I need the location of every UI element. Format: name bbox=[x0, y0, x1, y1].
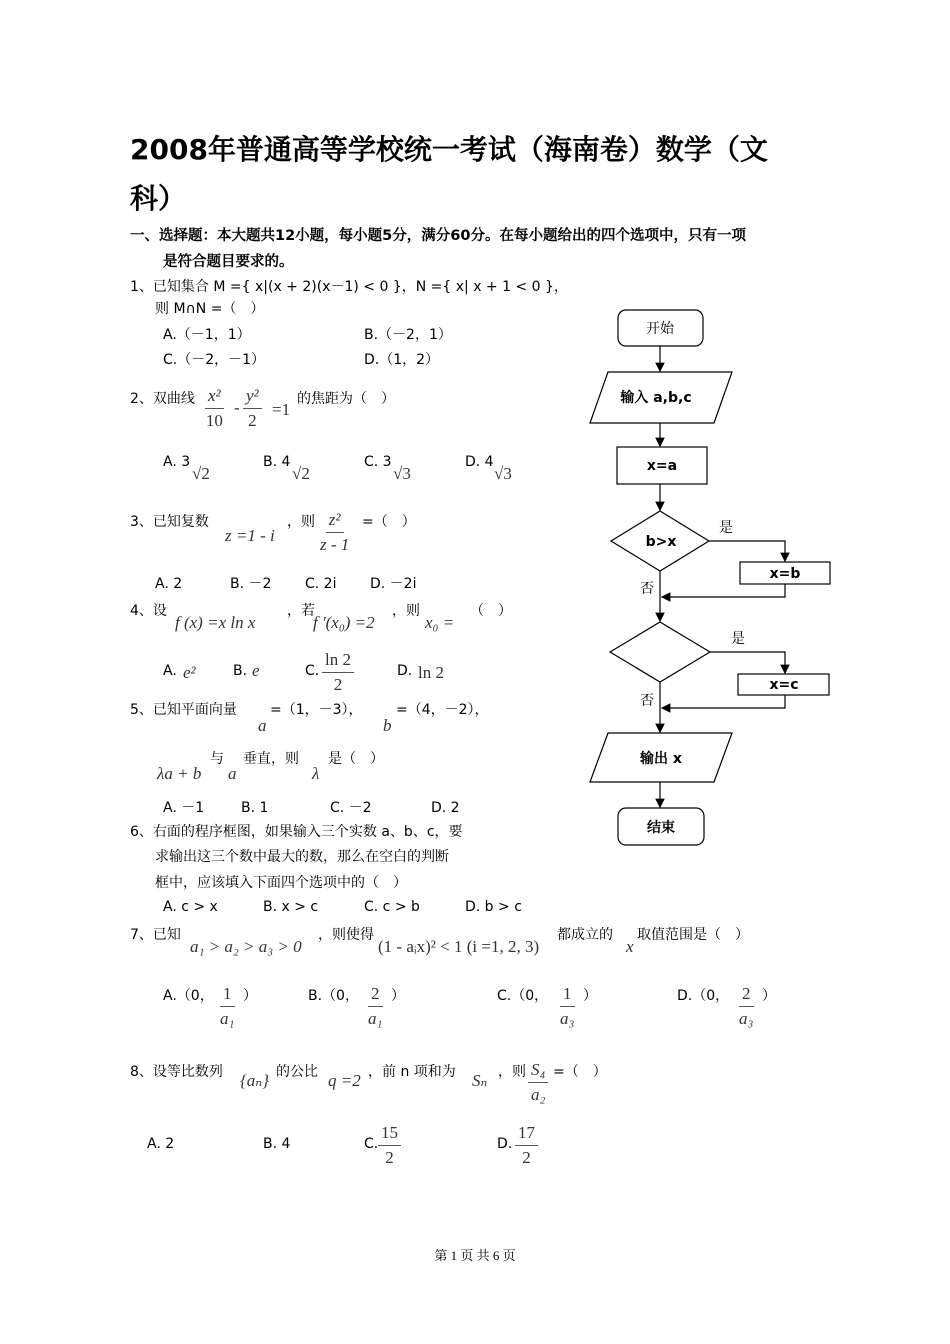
q5-option-c: C. －2 bbox=[330, 800, 372, 816]
q4-label-d: D. bbox=[397, 663, 413, 679]
q6-line1: 6、右面的程序框图，如果输入三个实数 a、b、c，要 bbox=[130, 824, 463, 840]
q2-option-d-root: √3 bbox=[494, 464, 512, 483]
q5-option-b: B. 1 bbox=[241, 800, 269, 816]
q7-hold: 都成立的 bbox=[557, 927, 613, 943]
q7-option-d-close: ） bbox=[762, 988, 776, 1004]
title-line2: 科） bbox=[130, 182, 187, 215]
q7-inequality: (1 - aᵢx)² < 1 (i =1, 2, 3) bbox=[378, 937, 540, 956]
q4-label-c: C. bbox=[305, 663, 320, 679]
section-heading-cont: 是符合题目要求的。 bbox=[163, 254, 294, 270]
q4-function: f (x) =x ln x bbox=[175, 613, 256, 632]
q8-end: =（ ） bbox=[553, 1064, 607, 1080]
q6-line3: 框中，应该填入下面四个选项中的（ ） bbox=[155, 875, 407, 891]
q3-end: =（ ） bbox=[362, 514, 416, 530]
q4-option-c: $\frac{\ln 2}{2}$ bbox=[322, 650, 354, 694]
flowchart-arrow bbox=[662, 584, 785, 597]
q8-stem: 8、设等比数列 bbox=[130, 1064, 223, 1080]
q2-option-c-root: √3 bbox=[393, 464, 411, 483]
flowchart-decision2-blank bbox=[610, 622, 710, 682]
q8-option-c-fraction: $\frac{15}{2}$ bbox=[378, 1123, 401, 1167]
q5-vector-a2: a bbox=[228, 764, 237, 783]
q2-stem: 2、双曲线 bbox=[130, 391, 195, 407]
flowchart-no1-label: 否 bbox=[640, 581, 654, 597]
q2-option-b: B. 4 bbox=[263, 454, 291, 470]
q2-equals: =1 bbox=[272, 400, 291, 419]
q5-a-value: =（1，－3）， bbox=[270, 702, 363, 718]
q7-option-b-fraction: $\frac{2}{\text{a₁}}$ bbox=[368, 984, 383, 1028]
q5-perp: 垂直，则 bbox=[243, 751, 299, 767]
q3-expr: z =1 - i bbox=[225, 526, 275, 545]
q2-option-a-root: √2 bbox=[192, 464, 210, 483]
q8-q: q =2 bbox=[328, 1071, 361, 1090]
q1-option-d: D.（1，2） bbox=[364, 352, 440, 368]
q2-fraction-x: $\frac{\text{x²}}{10}$ bbox=[205, 386, 223, 430]
title-line1: 2008年普通高等学校统一考试（海南卷）数学（文 bbox=[130, 133, 768, 166]
q6-line2: 求输出这三个数中最大的数，那么在空白的判断 bbox=[155, 849, 449, 865]
q2-option-b-root: √2 bbox=[292, 464, 310, 483]
q8-option-d: D. bbox=[497, 1136, 513, 1152]
q2-fraction-y: $\frac{\text{y²}}{2}$ bbox=[243, 386, 262, 430]
q4-x0: x₀ = bbox=[425, 613, 455, 632]
q5-with: 与 bbox=[210, 751, 224, 767]
q8-then: ，则 bbox=[498, 1064, 526, 1080]
q5-b-value: =（4，－2）， bbox=[396, 702, 489, 718]
q3-option-c: C. 2i bbox=[305, 576, 337, 592]
q1-stem: 1、已知集合 M ={ x|(x + 2)(x－1) < 0 }，N ={ x| x + 1 < 0 }， bbox=[130, 279, 568, 295]
flowchart-assign-c-label: x=c bbox=[769, 677, 799, 693]
q4-derivative: f '(x₀) =2 bbox=[313, 613, 375, 632]
q4-if: ，若 bbox=[287, 603, 315, 619]
flowchart-arrow bbox=[710, 652, 785, 673]
q3-option-a: A. 2 bbox=[155, 576, 183, 592]
q4-label-b: B. bbox=[233, 663, 248, 679]
q8-option-c: C. bbox=[364, 1136, 379, 1152]
q7-option-a: A.（0， bbox=[163, 988, 214, 1004]
q5-option-a: A. －1 bbox=[163, 800, 205, 816]
flowchart-arrow bbox=[662, 695, 785, 708]
q6-option-a: A. c > x bbox=[163, 899, 218, 915]
q8-sn: Sₙ bbox=[472, 1071, 488, 1090]
q7-range: 取值范围是（ ） bbox=[637, 927, 749, 943]
flowchart-output-label: 输出 x bbox=[640, 751, 682, 767]
q1-stem2: 则 M∩N =（ ） bbox=[155, 301, 265, 317]
flowchart-input-label: 输入 a,b,c bbox=[620, 390, 692, 406]
q7-option-c-fraction: $\frac{1}{\text{a₃}}$ bbox=[560, 984, 575, 1028]
q2-option-c: C. 3 bbox=[364, 454, 392, 470]
q1-option-a: A.（－1，1） bbox=[163, 327, 251, 343]
page-footer: 第 1 页 共 6 页 bbox=[434, 1248, 516, 1263]
q2-option-a: A. 3 bbox=[163, 454, 191, 470]
q4-stem: 4、设 bbox=[130, 603, 167, 619]
q5-lambda: λ bbox=[312, 764, 320, 783]
q3-option-d: D. －2i bbox=[370, 576, 417, 592]
section-heading: 一、选择题：本大题共12小题，每小题5分，满分60分。在每小题给出的四个选项中，只有一项 bbox=[130, 228, 746, 244]
flowchart-no2-label: 否 bbox=[640, 693, 654, 709]
flowchart-end-label: 结束 bbox=[647, 820, 675, 836]
q3-option-b: B. －2 bbox=[230, 576, 272, 592]
q1-option-b: B.（－2，1） bbox=[364, 327, 452, 343]
q8-fraction: $\frac{\text{S₄}}{\text{a₂}}$ bbox=[528, 1060, 548, 1104]
q4-option-a: e² bbox=[183, 663, 196, 682]
q8-ratio: 的公比 bbox=[276, 1064, 318, 1080]
q4-label-a: A. bbox=[163, 663, 177, 679]
q8-option-b: B. 4 bbox=[263, 1136, 291, 1152]
q7-x: x bbox=[626, 937, 634, 956]
q5-expr: λa + b bbox=[157, 764, 202, 783]
q4-then: ，则 bbox=[392, 603, 420, 619]
q4-option-d: ln 2 bbox=[418, 663, 444, 682]
q1-option-c: C.（－2，－1） bbox=[163, 352, 266, 368]
q7-option-d-fraction: $\frac{2}{\text{a₃}}$ bbox=[739, 984, 754, 1028]
q7-option-c: C.（0， bbox=[497, 988, 549, 1004]
q7-stem: 7、已知 bbox=[130, 927, 181, 943]
flowchart-assign-b-label: x=b bbox=[769, 566, 801, 582]
q3-then: ，则 bbox=[287, 514, 315, 530]
flowchart-assign-label: x=a bbox=[646, 458, 678, 474]
q6-option-b: B. x > c bbox=[263, 899, 319, 915]
flowchart-cond1-label: b>x bbox=[645, 534, 677, 550]
flowchart-start-label: 开始 bbox=[646, 321, 674, 337]
q2-minus: - bbox=[234, 398, 240, 417]
flowchart-yes1-label: 是 bbox=[719, 520, 733, 536]
q4-option-b: e bbox=[252, 661, 260, 680]
q3-stem: 3、已知复数 bbox=[130, 514, 209, 530]
q5-vector-a: a bbox=[258, 716, 267, 735]
q5-stem: 5、已知平面向量 bbox=[130, 702, 237, 718]
q7-condition: a₁ > a₂ > a₃ > 0 bbox=[190, 937, 302, 956]
q7-option-b: B.（0， bbox=[308, 988, 359, 1004]
q7-option-b-close: ） bbox=[391, 988, 405, 1004]
q8-sum: ，前 n 项和为 bbox=[368, 1064, 456, 1080]
q6-option-d: D. b > c bbox=[465, 899, 522, 915]
q2-stem-end: 的焦距为（ ） bbox=[297, 391, 395, 407]
q4-paren: （ ） bbox=[470, 603, 512, 619]
q7-option-c-close: ） bbox=[583, 988, 597, 1004]
flowchart-arrow bbox=[709, 541, 785, 561]
q7-option-a-close: ） bbox=[243, 988, 257, 1004]
q8-sequence: {aₙ} bbox=[240, 1071, 269, 1090]
q5-option-d: D. 2 bbox=[431, 800, 460, 816]
q6-option-c: C. c > b bbox=[364, 899, 420, 915]
flowchart-yes2-label: 是 bbox=[731, 631, 745, 647]
q7-option-d: D.（0， bbox=[677, 988, 730, 1004]
q7-option-a-fraction: $\frac{1}{\text{a₁}}$ bbox=[220, 984, 235, 1028]
q7-then: ，则使得 bbox=[318, 927, 374, 943]
q8-option-a: A. 2 bbox=[147, 1136, 175, 1152]
q3-fraction: $\frac{\text{z²}}{z - 1}$ bbox=[320, 510, 350, 554]
q8-option-d-fraction: $\frac{17}{2}$ bbox=[515, 1123, 538, 1167]
q2-option-d: D. 4 bbox=[465, 454, 494, 470]
q5-vector-b: b bbox=[383, 716, 392, 735]
q5-is: 是（ ） bbox=[328, 751, 384, 767]
